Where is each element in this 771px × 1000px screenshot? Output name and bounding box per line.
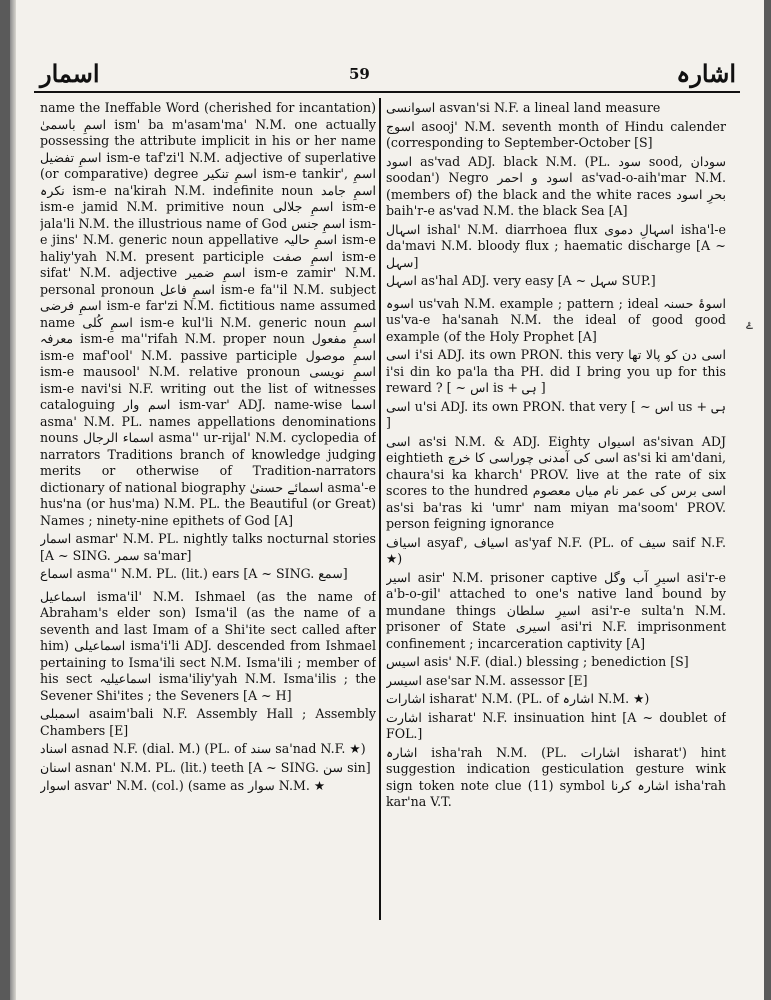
margin-mark: ۓ bbox=[746, 318, 754, 332]
column-divider bbox=[379, 98, 381, 920]
header-rule bbox=[34, 91, 740, 93]
entry-usi: اسی u'si ADJ. its own PRON. that very [ ~ اس us + ہی ] bbox=[386, 398, 726, 430]
header-left-word: اسمار bbox=[40, 59, 100, 88]
entry-isharat: اشارت isharat' N.F. insinuation hint [A ~ doublet of FOL.] bbox=[386, 709, 726, 741]
entry-ism-names: name the Ineffable Word (cherished for incantation) اسمِ باسمیٰ ism' ba m'asam'ma' N.M. one actually possessing the attribute implicit in his or her name اسمِ تفضیل ism-e taf'zi'l N.M. adjective of superlative (or comparative) degree اسمِ تنکیر ism-e tankir', اسمِ نکرہ ism-e na'kirah N.M. indefinite noun اسمِ جامد ism-e jamid N.M. primitive noun اسمِ جلالی ism-e jala'li N.M. the illustrious name of God اسمِ جنس ism-e jins' N.M. generic noun appellative اسمِ حالیہ ism-e haliy'yah N.M. present participle اسمِ صفت ism-e sifat' N.M. adjective اسمِ ضمیر ism-e zamir' N.M. personal pronoun اسمِ فاعل ism-e fa''il N.M. subject اسمِ فرضی ism-e far'zi N.M. fictitious name assumed name اسمِ کُلی ism-e kul'li N.M. generic noun اسمِ معرفہ ism-e ma''rifah N.M. proper noun اسمِ مفعول ism-e maf'ool' N.M. passive participle اسمِ موصول ism-e mausool' N.M. relative pronoun اسمِ نویسی ism-e navi'si N.F. writing out the list of witnesses cataloguing اسم وار ism-var' ADJ. name-wise اسما asma' N.M. PL. names appellations denominations nouns اسماء الرجال asma'' ur-rijal' N.M. cyclopedia of narrators Traditions branch of knowledge judging merits or otherwise of Tradition-narrators dictionary of national biography اسمائے حسنیٰ asma'-e hus'na (or hus'ma) N.M. PL. the Beautiful (or Great) Names ; ninety-nine epithets of God [A] bbox=[40, 100, 376, 528]
dictionary-page bbox=[10, 0, 764, 1000]
entry-asvad: اسود as'vad ADJ. black N.M. (PL. سود sood, سودان soodan') Negro اسود و احمر as'vad-o-aih'mar N.M. (members of) the black and the white races بحرِ اسود baih'r-e as'vad N.M. the black Sea [A] bbox=[386, 153, 726, 218]
entry-asvansi: اسوانسی asvan'si N.F. a lineal land measure bbox=[386, 100, 661, 115]
entry-assembly: اسمبلی asaim'bali N.F. Assembly Hall ; Assembly Chambers [E] bbox=[40, 706, 376, 738]
entry-ismail: اسماعیل isma'il' N.M. Ishmael (as the name of Abraham's elder son) Isma'il (as the name of a seventh and last Imam of a Shi'ite sect called after him) اسماعیلی isma'i'li ADJ. descended from Ishmael pertaining to Isma'ili sect N.M. Isma'ili ; member of his sect اسماعیلیہ isma'iliy'yah N.M. Isma'ilis ; the Sevener Shi'ites ; the Seveners [A ~ H] bbox=[40, 588, 376, 703]
page-number: 59 bbox=[349, 65, 370, 83]
entry-asooj: اسوج asooj' N.M. seventh month of Hindu calender (corresponding to September-October [S] bbox=[386, 118, 726, 150]
entry-isharat-pl: اشارات isharat' N.M. (PL. of اشارہ N.M. ★) bbox=[386, 691, 650, 706]
entry-isharah: اشارہ isha'rah N.M. (PL. اشارات isharat') hint suggestion indication gesticulation gesture wink sign token note clue (11) symbol اشارہ کرنا isha'rah kar'na V.T. bbox=[386, 744, 726, 809]
page-header bbox=[34, 55, 740, 95]
entry-ishal: اسہال ishal' N.M. diarrhoea flux اسہالِ دموی isha'l-e da'mavi N.M. bloody flux ; haematic discharge [A ~ سہل] bbox=[386, 221, 726, 270]
entry-assi: اسی as'si N.M. & ADJ. Eighty اسیواں as'sivan ADJ eightieth اسی کی آمدنی چوراسی کا خرچ as'si ki am'dani, chaura'si ka kharch' PROV. live at the rate of six scores to the hundred اسی برس کی عمر نام میاں معصوم as'si ba'ras ki 'umr' nam miyan ma'soom' PROV. person feigning ignorance bbox=[386, 433, 726, 531]
header-right-word: اشارہ bbox=[676, 59, 736, 88]
entry-assessor: اسیسر ase'sar N.M. assessor [E] bbox=[386, 672, 588, 688]
page-spine bbox=[10, 0, 16, 1000]
left-column bbox=[40, 100, 376, 980]
entry-asnan: اسنان asnan' N.M. PL. (lit.) teeth [A ~ SING. سن sin] bbox=[40, 759, 371, 775]
entry-asvar: اسوار asvar' N.M. (col.) (same as سوار N.M. ★ bbox=[40, 778, 326, 793]
entry-isi: اسی i'si ADJ. its own PRON. this very اسی دن کو پالا تھا i'si din ko pa'la tha PH. did I bring you up for this reward ? [ ~ اس is + ہی ] bbox=[386, 347, 726, 395]
entry-asnad: اسناد asnad N.F. (dial. M.) (PL. of سند sa'nad N.F. ★) bbox=[40, 741, 366, 756]
entry-asmar: اسمار asmar' N.M. PL. nightly talks nocturnal stories [A ~ SING. سمر sa'mar] bbox=[40, 531, 376, 563]
entry-ashal: اسہل as'hal ADJ. very easy [A ~ سہل SUP.] bbox=[386, 273, 656, 288]
entry-asis: اسیس asis' N.F. (dial.) blessing ; benediction [S] bbox=[386, 654, 689, 669]
entry-asma: اسماع asma'' N.M. PL. (lit.) ears [A ~ SING. سمع] bbox=[40, 566, 348, 581]
entry-asir: اسیر asir' N.M. prisoner captive اسیرِ آب وگل asi'r-e a'b-o-gil' attached to one's native land bound by mundane things اسیرِ سلطان asi'r-e sulta'n N.M. prisoner of State اسیری asi'ri N.F. imprisonment confinement ; incarceration captivity [A] bbox=[386, 569, 726, 651]
right-column bbox=[386, 100, 726, 980]
entry-asyaf: اسیاف asyaf', اسیاف as'yaf N.F. (PL. of سیف saif N.F. ★) bbox=[386, 534, 726, 566]
entry-usvah: اسوہ us'vah N.M. example ; pattern ; ideal اسوۂ حسنہ us'va-e ha'sanah N.M. the ideal of good good example (of the Holy Prophet [A] bbox=[386, 295, 726, 344]
